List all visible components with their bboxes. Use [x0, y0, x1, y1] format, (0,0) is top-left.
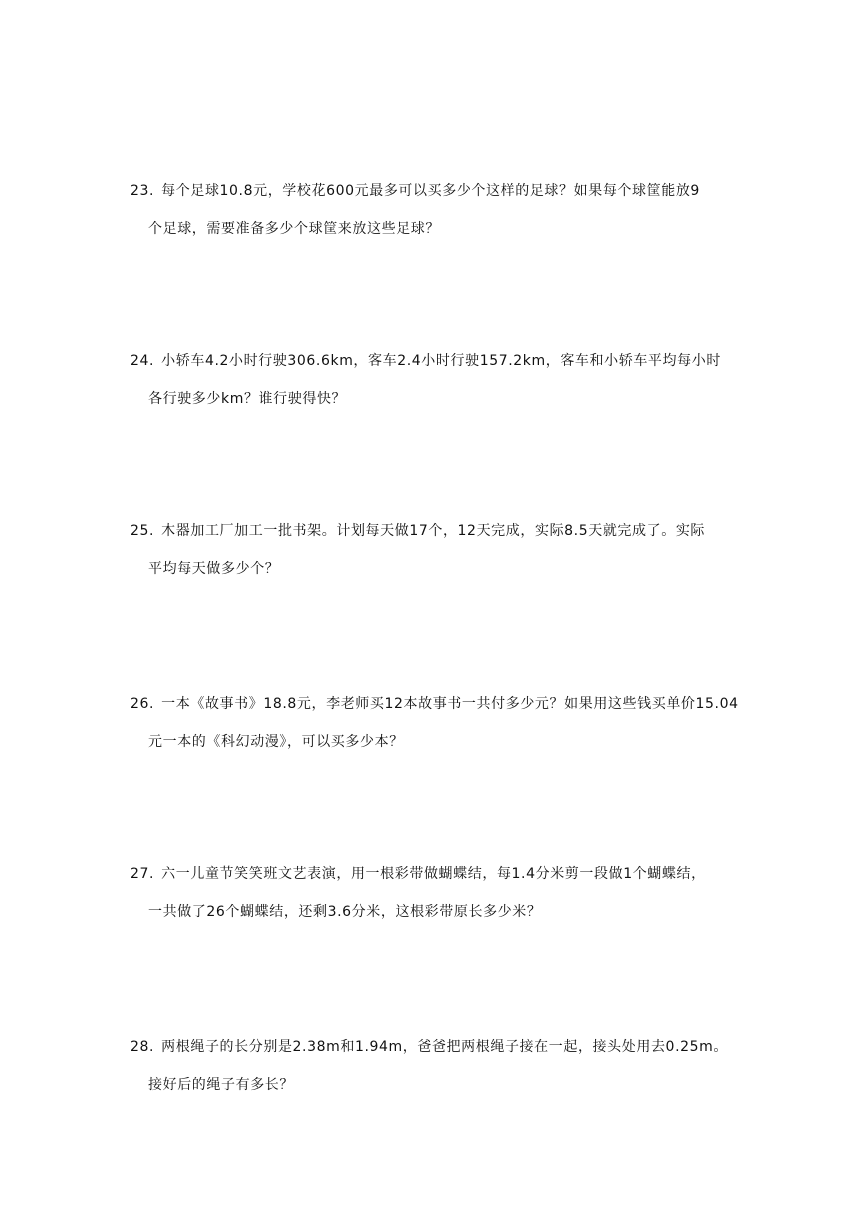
problem-text: 每个足球10.8元，学校花600元最多可以买多少个这样的足球？如果每个球筐能放9	[161, 183, 700, 199]
problem-number: 28.	[130, 1039, 155, 1055]
problem-line-2	[130, 559, 740, 579]
problem-text: 接好后的绳子有多长？	[148, 1077, 294, 1093]
problem-number: 26.	[130, 696, 155, 712]
problem-23	[130, 181, 740, 239]
problem-text: 木器加工厂加工一批书架。计划每天做17个，12天完成，实际8.5天就完成了。实际	[161, 523, 706, 539]
problem-number: 23.	[130, 183, 155, 199]
problem-text: 两根绳子的长分别是2.38m和1.94m，爸爸把两根绳子接在一起，接头处用去0.25m。	[161, 1039, 728, 1055]
problem-line-1	[130, 1037, 740, 1057]
problem-number: 25.	[130, 523, 155, 539]
problem-24	[130, 351, 740, 409]
problem-27	[130, 864, 740, 922]
problem-text: 平均每天做多少个？	[148, 561, 280, 577]
problem-text: 元一本的《科幻动漫》，可以买多少本？	[148, 734, 404, 750]
problem-line-2	[130, 902, 740, 922]
problem-line-2	[130, 732, 740, 752]
problem-text: 六一儿童节笑笑班文艺表演，用一根彩带做蝴蝶结，每1.4分米剪一段做1个蝴蝶结，	[161, 866, 706, 882]
problem-number: 24.	[130, 353, 155, 369]
problem-text: 一本《故事书》18.8元，李老师买12本故事书一共付多少元？如果用这些钱买单价15.04	[161, 696, 739, 712]
problem-line-1	[130, 864, 740, 884]
problem-26	[130, 694, 740, 752]
problem-line-2	[130, 389, 740, 409]
problem-text: 各行驶多少km？谁行驶得快？	[148, 391, 347, 407]
problem-text: 个足球，需要准备多少个球筐来放这些足球？	[148, 221, 440, 237]
problem-line-1	[130, 521, 740, 541]
problem-text: 一共做了26个蝴蝶结，还剩3.6分米，这根彩带原长多少米？	[148, 904, 542, 920]
problem-line-1	[130, 351, 740, 371]
problem-line-2	[130, 219, 740, 239]
problem-number: 27.	[130, 866, 155, 882]
problem-text: 小轿车4.2小时行驶306.6km，客车2.4小时行驶157.2km，客车和小轿车平均每小时	[161, 353, 721, 369]
problem-line-1	[130, 694, 740, 714]
problem-28	[130, 1037, 740, 1095]
problem-line-2	[130, 1075, 740, 1095]
problem-25	[130, 521, 740, 579]
problem-line-1	[130, 181, 740, 201]
